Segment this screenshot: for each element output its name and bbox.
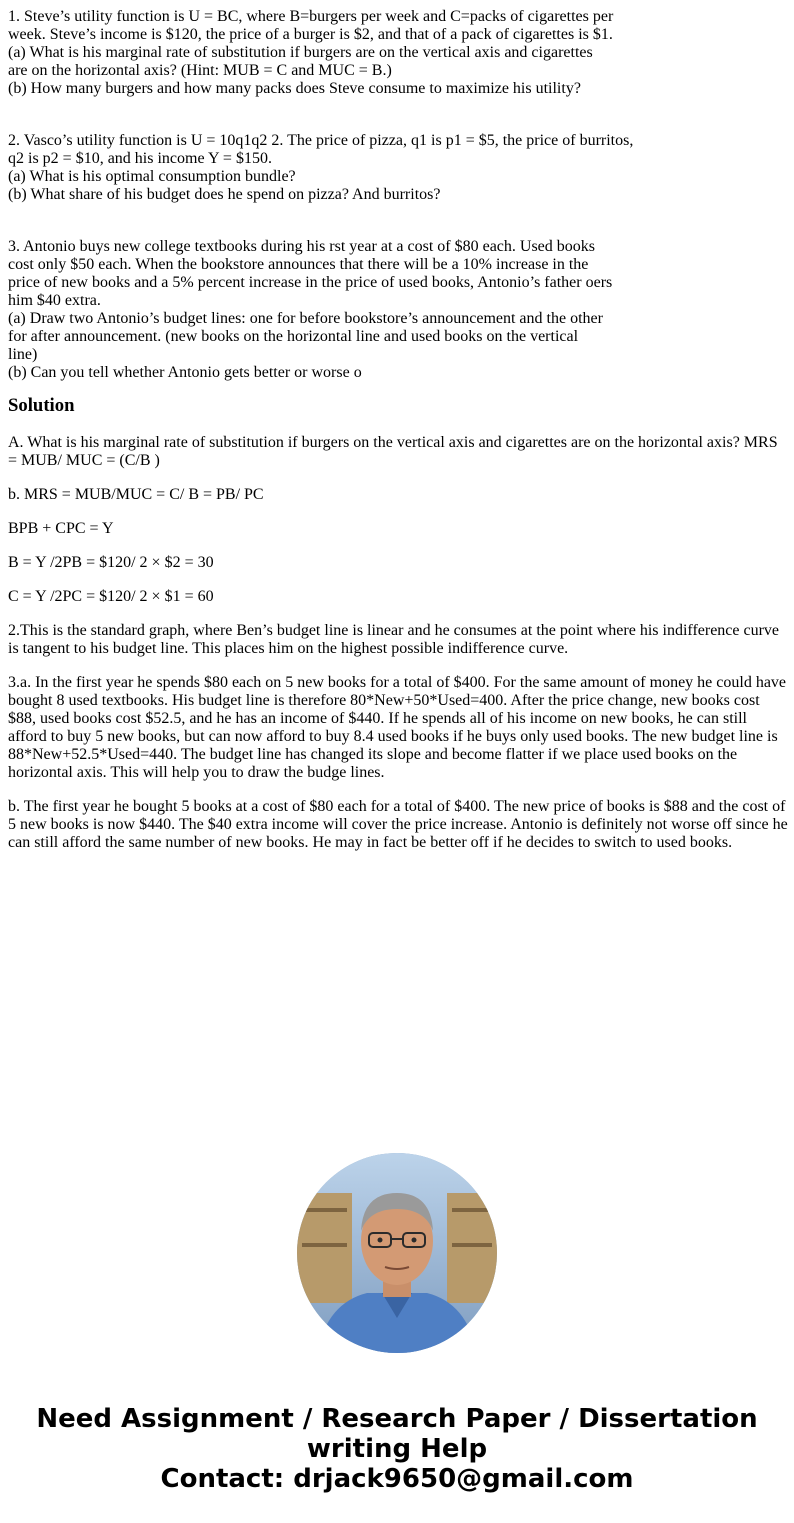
solution-body: [8, 434, 788, 852]
question-1-line: are on the horizontal axis? (Hint: MUB = C and MUC = B.): [8, 62, 392, 79]
solution-paragraph: 3.a. In the first year he spends $80 each on 5 new books for a total of $400. For the same amount of money he could have bought 8 used textbooks. His budget line is therefore 80*New+50*Used=400. After the price change, new books cost $88, used books cost $52.5, and he has an income of $440. If he spends all of his income on new books, he can still afford to buy 5 new books, but can now afford to buy 8.4 used books if he buys only used books. The new budget line is 88*New+52.5*Used=440. The budget line has changed its slope and become flatter if we place used books on the horizontal axis. This will help you to draw the budge lines.: [8, 674, 787, 781]
solution-paragraph: 2.This is the standard graph, where Ben’s budget line is linear and he consumes at the point where his indifference curve is tangent to his budget line. This places him on the highest possible indifference curve.: [8, 622, 780, 657]
question-3-line: (a) Draw two Antonio’s budget lines: one for before bookstore’s announcement and the other: [8, 310, 603, 327]
question-3: [8, 238, 788, 382]
solution-paragraph: BPB + CPC = Y: [8, 520, 114, 537]
solution-heading: Solution: [8, 395, 75, 416]
question-1-line: week. Steve’s income is $120, the price of a burger is $2, and that of a pack of cigarettes is $1.: [8, 26, 613, 43]
question-3-line: him $40 extra.: [8, 292, 101, 309]
question-3-line: price of new books and a 5% percent increase in the price of used books, Antonio’s father oers: [8, 274, 613, 291]
question-2: [8, 132, 788, 204]
question-3-line: 3. Antonio buys new college textbooks during his rst year at a cost of $80 each. Used books: [8, 238, 595, 255]
question-3-line: for after announcement. (new books on the horizontal line and used books on the vertical: [8, 328, 579, 345]
banner-line: Need Assignment / Research Paper / Dissertation: [36, 1404, 758, 1434]
question-2-line: 2. Vasco’s utility function is U = 10q1q2 2. The price of pizza, q1 is p1 = $5, the price of burritos,: [8, 132, 634, 149]
author-portrait-icon: [297, 1153, 497, 1353]
question-3-line: line): [8, 346, 38, 363]
spacer: [8, 204, 788, 238]
solution-paragraph: B = Y /2PB = $120/ 2 × $2 = 30: [8, 554, 214, 571]
spacer: [8, 98, 788, 132]
contact-banner: [0, 1404, 794, 1494]
question-3-line: cost only $50 each. When the bookstore announces that there will be a 10% increase in the: [8, 256, 589, 273]
question-2-line: (b) What share of his budget does he spend on pizza? And burritos?: [8, 186, 441, 203]
solution-paragraph: b. The first year he bought 5 books at a cost of $80 each for a total of $400. The new price of books is $88 and the cost of 5 new books is now $440. The $40 extra income will cover the price increase. Antonio is definitely not worse off since he can still afford the same number of new books. He may in fact be better off if he decides to switch to used books.: [8, 798, 788, 851]
contact-email: Contact: drjack9650@gmail.com: [160, 1464, 634, 1494]
document-page: [8, 8, 788, 852]
author-avatar: [297, 1153, 497, 1353]
question-1-line: (a) What is his marginal rate of substitution if burgers are on the vertical axis and cigarettes: [8, 44, 593, 61]
question-2-line: q2 is p2 = $10, and his income Y = $150.: [8, 150, 272, 167]
question-2-line: (a) What is his optimal consumption bundle?: [8, 168, 296, 185]
question-1-line: 1. Steve’s utility function is U = BC, where B=burgers per week and C=packs of cigarettes per: [8, 8, 614, 25]
solution-paragraph: b. MRS = MUB/MUC = C/ B = PB/ PC: [8, 486, 264, 503]
question-1-line: (b) How many burgers and how many packs does Steve consume to maximize his utility?: [8, 80, 581, 97]
question-1: [8, 8, 788, 98]
banner-line: writing Help: [306, 1434, 488, 1464]
question-3-line: (b) Can you tell whether Antonio gets better or worse o: [8, 364, 362, 381]
solution-paragraph: C = Y /2PC = $120/ 2 × $1 = 60: [8, 588, 214, 605]
solution-paragraph: A. What is his marginal rate of substitution if burgers on the vertical axis and cigarettes are on the horizontal axis? MRS = MUB/ MUC = (C/B ): [8, 434, 778, 469]
